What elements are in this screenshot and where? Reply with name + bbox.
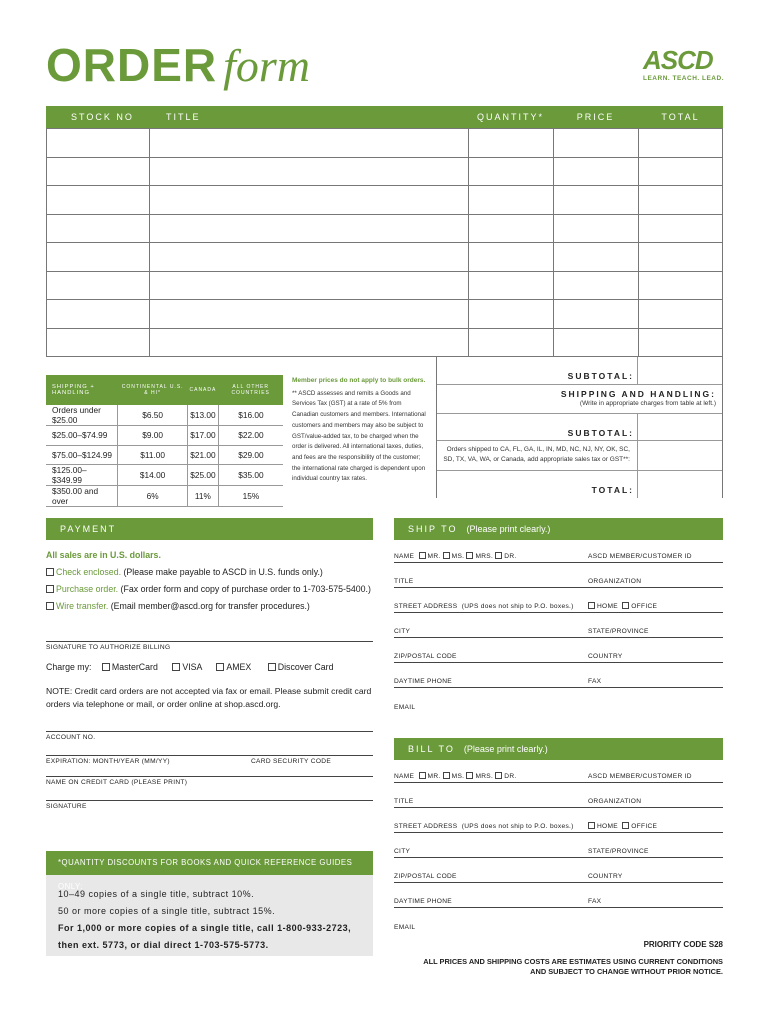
price-cell[interactable] — [553, 158, 638, 186]
col-title: TITLE — [166, 112, 201, 122]
shipping-rate: $11.00 — [118, 445, 188, 465]
shipping-row — [46, 465, 283, 486]
shipping-range: $350.00 and over — [46, 486, 118, 507]
name-card-label: NAME ON CREDIT CARD (PLEASE PRINT) — [46, 779, 188, 786]
shipping-rate: $35.00 — [218, 465, 283, 486]
field-label: MRS. — [475, 773, 494, 780]
checkbox[interactable] — [419, 552, 426, 559]
bill-to-note: (Please print clearly.) — [463, 744, 548, 754]
wire-label: Wire transfer. — [56, 601, 109, 611]
shipping-rate: $13.00 — [188, 405, 219, 426]
field-part — [588, 602, 657, 610]
col-quantity: QUANTITY* — [476, 112, 544, 122]
quantity-discounts — [46, 851, 373, 956]
field-part — [394, 898, 452, 905]
field-label: FAX — [588, 678, 602, 685]
shipping-rate: $17.00 — [188, 426, 219, 446]
quantity-cell[interactable] — [468, 272, 553, 300]
total-cell[interactable] — [638, 272, 723, 300]
field-part — [588, 553, 692, 560]
field-label: TITLE — [394, 798, 414, 805]
price-cell[interactable] — [553, 329, 638, 357]
ship-head-3: ALL OTHER COUNTRIES — [218, 375, 283, 405]
order-row — [46, 158, 723, 187]
field-part — [588, 653, 623, 660]
bill-title-field[interactable] — [394, 783, 723, 808]
title-cell[interactable] — [149, 329, 468, 357]
total-cell[interactable] — [638, 215, 723, 243]
discount-line-1: 10–49 copies of a single title, subtract 10%. — [58, 889, 255, 899]
ship-name-field[interactable] — [394, 538, 723, 563]
shipping-range: $25.00–$74.99 — [46, 426, 118, 446]
field-label: STATE/PROVINCE — [588, 848, 649, 855]
shipping-row — [46, 405, 283, 426]
ship-phone-field[interactable] — [394, 663, 723, 688]
total-cell[interactable] — [638, 329, 723, 357]
order-table-header — [46, 106, 723, 128]
quantity-cell[interactable] — [468, 186, 553, 214]
shipping-row — [46, 445, 283, 465]
ship-email-field[interactable] — [394, 688, 723, 713]
expiration-line[interactable] — [46, 755, 373, 756]
ship-head-2: CANADA — [188, 375, 219, 405]
field-part — [588, 773, 692, 780]
field-label: NAME — [394, 553, 415, 560]
ship-to-note: (Please print clearly.) — [466, 524, 551, 534]
account-line[interactable] — [46, 731, 373, 732]
field-label: STREET ADDRESS — [394, 603, 458, 610]
field-part — [588, 798, 641, 805]
field-label: DR. — [504, 773, 517, 780]
subtotal-value[interactable] — [637, 357, 722, 384]
po-option[interactable] — [46, 581, 373, 598]
subtotal2-row[interactable] — [437, 414, 722, 441]
field-part — [394, 578, 413, 585]
field-label: EMAIL — [394, 924, 416, 931]
bill-email-field[interactable] — [394, 908, 723, 933]
field-label: MRS. — [475, 553, 494, 560]
col-total: TOTAL — [661, 112, 700, 122]
po-checkbox[interactable] — [46, 585, 54, 593]
field-label: HOME — [597, 603, 618, 610]
shipping-rate: $14.00 — [118, 465, 188, 486]
field-part — [394, 704, 415, 711]
subtotal-label: SUBTOTAL: — [567, 371, 634, 381]
ship-title-field[interactable] — [394, 563, 723, 588]
priority-code: PRIORITY CODE S28 — [643, 940, 723, 949]
discount-line-4: then ext. 5773, or dial direct 1-703-575-5773. — [58, 940, 269, 950]
checkbox[interactable] — [419, 772, 426, 779]
field-label: ORGANIZATION — [588, 578, 642, 585]
discount-line-3: For 1,000 or more copies of a single title, call 1-800-933-2723, — [58, 923, 352, 933]
checkbox[interactable] — [443, 552, 450, 559]
shipping-label: SHIPPING AND HANDLING: — [560, 389, 716, 399]
charge-label: Charge my: — [46, 662, 92, 672]
stock-cell[interactable] — [46, 272, 149, 300]
amex-label: AMEX — [226, 662, 252, 672]
form-title — [46, 40, 310, 91]
charge-row — [46, 659, 373, 676]
bill-to-section — [394, 738, 723, 933]
stock-cell[interactable] — [46, 329, 149, 357]
field-label: ZIP/POSTAL CODE — [394, 653, 457, 660]
checkbox[interactable] — [588, 822, 595, 829]
shipping-rate: 6% — [118, 486, 188, 507]
field-label: MS. — [451, 773, 465, 780]
ascd-logo — [643, 46, 725, 86]
subtotal-row[interactable] — [437, 357, 722, 385]
shipping-row[interactable] — [437, 385, 722, 414]
order-row — [46, 129, 723, 158]
po-label: Purchase order. — [56, 584, 119, 594]
order-row — [46, 329, 723, 358]
checkbox[interactable] — [622, 602, 629, 609]
order-row — [46, 215, 723, 244]
mastercard-checkbox[interactable] — [102, 663, 110, 671]
field-part — [588, 678, 601, 685]
bill-name-field[interactable] — [394, 758, 723, 783]
price-cell[interactable] — [553, 272, 638, 300]
title-cell[interactable] — [149, 300, 468, 328]
field-part — [394, 848, 410, 855]
field-label: OFFICE — [631, 823, 658, 830]
field-label: ORGANIZATION — [588, 798, 642, 805]
field-part — [588, 822, 657, 830]
expiration-label: EXPIRATION: MONTH/YEAR (MM/YY) — [46, 758, 170, 765]
shipping-range: $125.00–$349.99 — [46, 465, 118, 486]
quantity-cell[interactable] — [468, 215, 553, 243]
sig-authorize-label: SIGNATURE TO AUTHORIZE BILLING — [46, 644, 171, 651]
logo-text: ASCD — [643, 45, 713, 75]
title-cell[interactable] — [149, 243, 468, 271]
field-label: EMAIL — [394, 704, 416, 711]
quantity-cell[interactable] — [468, 300, 553, 328]
title-cell[interactable] — [149, 129, 468, 157]
tax-note: Orders shipped to CA, FL, GA, IL, IN, MD, NC, NJ, NY, OK, SC, SD, TX, VA, WA, or Canada, add appropriate sales tax or GST**: — [443, 446, 630, 463]
ship-head-0: SHIPPING + HANDLING — [46, 375, 118, 405]
shipping-rate: $29.00 — [218, 445, 283, 465]
shipping-range: Orders under $25.00 — [46, 405, 118, 426]
field-label: HOME — [597, 823, 618, 830]
field-part — [394, 603, 574, 610]
field-label: (UPS does not ship to P.O. boxes.) — [461, 603, 574, 610]
visa-label: VISA — [182, 662, 202, 672]
check-checkbox[interactable] — [46, 568, 54, 576]
payment-section — [46, 518, 373, 810]
field-part — [588, 628, 649, 635]
stock-cell[interactable] — [46, 129, 149, 157]
title-cell[interactable] — [149, 272, 468, 300]
price-cell[interactable] — [553, 215, 638, 243]
stock-cell[interactable] — [46, 158, 149, 186]
account-label: ACCOUNT NO. — [46, 734, 96, 741]
wire-checkbox[interactable] — [46, 602, 54, 610]
bill-to-title: BILL TO — [408, 744, 455, 754]
field-part — [394, 823, 574, 830]
title-order: ORDER — [46, 39, 218, 91]
bill-phone-field[interactable] — [394, 883, 723, 908]
check-label: Check enclosed. — [56, 567, 122, 577]
field-part — [394, 772, 517, 780]
field-label: COUNTRY — [588, 873, 623, 880]
field-part — [394, 628, 410, 635]
price-cell[interactable] — [553, 186, 638, 214]
field-label: TITLE — [394, 578, 414, 585]
checkbox[interactable] — [495, 552, 502, 559]
field-label: DR. — [504, 553, 517, 560]
shipping-table — [46, 375, 283, 507]
order-row — [46, 300, 723, 329]
total-cell[interactable] — [638, 129, 723, 157]
field-part — [588, 873, 623, 880]
field-part — [394, 678, 452, 685]
total-value[interactable] — [637, 471, 722, 498]
bill-street-field[interactable] — [394, 808, 723, 833]
shipping-rate: $25.00 — [188, 465, 219, 486]
bill-to-bar — [394, 738, 723, 760]
name-card-line[interactable] — [46, 776, 373, 777]
price-cell[interactable] — [553, 243, 638, 271]
signature-label: SIGNATURE — [46, 803, 87, 810]
payment-bar: PAYMENT — [46, 518, 373, 540]
shipping-rate: $9.00 — [118, 426, 188, 446]
checkbox[interactable] — [495, 772, 502, 779]
ship-zip-field[interactable] — [394, 638, 723, 663]
field-label: ASCD MEMBER/CUSTOMER ID — [588, 773, 692, 780]
checkbox[interactable] — [466, 552, 473, 559]
totals-box — [436, 357, 723, 498]
title-cell[interactable] — [149, 158, 468, 186]
shipping-note: (Write in appropriate charges from table at left.) — [579, 400, 716, 407]
discounts-bar: *QUANTITY DISCOUNTS FOR BOOKS AND QUICK REFERENCE GUIDES ONLY: — [46, 851, 373, 875]
quantity-cell[interactable] — [468, 329, 553, 357]
field-label: DAYTIME PHONE — [394, 898, 452, 905]
ship-to-title: SHIP TO — [408, 524, 458, 534]
usd-note: All sales are in U.S. dollars. — [46, 550, 161, 560]
credit-card-note: NOTE: Credit card orders are not accepted via fax or email. Please submit credit card orders via telephone or mail, or order online at shop.ascd.org. — [46, 686, 372, 709]
field-part — [394, 798, 413, 805]
subtotal2-value[interactable] — [637, 414, 722, 440]
security-label: CARD SECURITY CODE — [251, 758, 332, 765]
logo-tagline: LEARN. TEACH. LEAD. — [643, 75, 724, 82]
shipping-rate: $22.00 — [218, 426, 283, 446]
quantity-cell[interactable] — [468, 158, 553, 186]
ship-to-section — [394, 518, 723, 713]
col-stock-no: STOCK NO — [71, 112, 134, 122]
shipping-rate: 15% — [218, 486, 283, 507]
visa-checkbox[interactable] — [172, 663, 180, 671]
shipping-range: $75.00–$124.99 — [46, 445, 118, 465]
wire-option[interactable] — [46, 598, 373, 615]
total-cell[interactable] — [638, 186, 723, 214]
tax-row[interactable] — [437, 441, 722, 471]
check-option[interactable] — [46, 564, 373, 581]
field-label: CITY — [394, 848, 411, 855]
quantity-cell[interactable] — [468, 243, 553, 271]
quantity-cell[interactable] — [468, 129, 553, 157]
field-part — [394, 552, 517, 560]
member-note-heading: Member prices do not apply to bulk orders. — [292, 377, 426, 384]
shipping-row — [46, 486, 283, 507]
ship-street-field[interactable] — [394, 588, 723, 613]
field-label: MR. — [427, 773, 441, 780]
expiration-row — [46, 758, 373, 765]
total-cell[interactable] — [638, 300, 723, 328]
shipping-row — [46, 426, 283, 446]
field-part — [394, 653, 457, 660]
price-cell[interactable] — [553, 300, 638, 328]
field-label: NAME — [394, 773, 415, 780]
order-table — [46, 106, 723, 357]
discount-line-2: 50 or more copies of a single title, subtract 15%. — [58, 906, 276, 916]
total-row[interactable] — [437, 471, 722, 498]
subtotal2-label: SUBTOTAL: — [567, 428, 634, 438]
ship-city-field[interactable] — [394, 613, 723, 638]
field-label: ZIP/POSTAL CODE — [394, 873, 457, 880]
shipping-rate: $6.50 — [118, 405, 188, 426]
stock-cell[interactable] — [46, 186, 149, 214]
field-label: FAX — [588, 898, 602, 905]
ship-head-1: CONTINENTAL U.S. & HI* — [118, 375, 188, 405]
discover-label: Discover Card — [277, 662, 334, 672]
field-label: ASCD MEMBER/CUSTOMER ID — [588, 553, 692, 560]
col-price: PRICE — [576, 112, 615, 122]
disclaimer-1: ALL PRICES AND SHIPPING COSTS ARE ESTIMATES USING CURRENT CONDITIONS — [423, 957, 723, 966]
footer — [394, 940, 723, 977]
member-note — [292, 376, 427, 485]
field-label: OFFICE — [631, 603, 658, 610]
field-part — [394, 873, 457, 880]
title-form: form — [223, 40, 311, 91]
bill-city-field[interactable] — [394, 833, 723, 858]
bill-to-fields — [394, 758, 723, 933]
po-text: (Fax order form and copy of purchase order to 1-703-575-5400.) — [118, 584, 371, 594]
order-row — [46, 272, 723, 301]
total-cell[interactable] — [638, 158, 723, 186]
checkbox[interactable] — [466, 772, 473, 779]
field-label: STREET ADDRESS — [394, 823, 458, 830]
title-cell[interactable] — [149, 186, 468, 214]
order-row — [46, 186, 723, 215]
ship-to-fields — [394, 538, 723, 713]
amex-checkbox[interactable] — [216, 663, 224, 671]
field-part — [394, 924, 415, 931]
field-label: STATE/PROVINCE — [588, 628, 649, 635]
field-label: CITY — [394, 628, 411, 635]
field-label: MR. — [427, 553, 441, 560]
field-part — [588, 848, 649, 855]
field-label: (UPS does not ship to P.O. boxes.) — [461, 823, 574, 830]
field-label: DAYTIME PHONE — [394, 678, 452, 685]
discover-checkbox[interactable] — [268, 663, 276, 671]
stock-cell[interactable] — [46, 300, 149, 328]
field-label: COUNTRY — [588, 653, 623, 660]
order-row — [46, 243, 723, 272]
disclaimer-2: AND SUBJECT TO CHANGE WITHOUT PRIOR NOTICE. — [530, 967, 723, 976]
title-cell[interactable] — [149, 215, 468, 243]
field-label: MS. — [451, 553, 465, 560]
wire-text: (Email member@ascd.org for transfer procedures.) — [108, 601, 310, 611]
total-cell[interactable] — [638, 243, 723, 271]
order-rows — [46, 128, 723, 357]
shipping-rate: 11% — [188, 486, 219, 507]
checkbox[interactable] — [622, 822, 629, 829]
stock-cell[interactable] — [46, 243, 149, 271]
ship-to-bar — [394, 518, 723, 540]
price-cell[interactable] — [553, 129, 638, 157]
check-text: (Please make payable to ASCD in U.S. funds only.) — [121, 567, 323, 577]
total-label: TOTAL: — [591, 485, 634, 495]
signature-line[interactable] — [46, 800, 373, 801]
bill-zip-field[interactable] — [394, 858, 723, 883]
field-part — [588, 898, 601, 905]
tax-value[interactable] — [637, 441, 722, 470]
shipping-rate: $21.00 — [188, 445, 219, 465]
field-part — [588, 578, 641, 585]
member-note-body: ** ASCD assesses and remits a Goods and Services Tax (GST) at a rate of 5% from Canadian customers and members. International customers and members may also be subject to GST/value-added tax, to be charged when the order is delivered. All international taxes, duties, and fees are the responsibility of the customer; the international rate charged is dependent upon individual country tax rates. — [292, 389, 426, 483]
checkbox[interactable] — [443, 772, 450, 779]
stock-cell[interactable] — [46, 215, 149, 243]
shipping-rate: $16.00 — [218, 405, 283, 426]
sig-authorize-line[interactable] — [46, 641, 373, 642]
checkbox[interactable] — [588, 602, 595, 609]
mastercard-label: MasterCard — [111, 662, 158, 672]
